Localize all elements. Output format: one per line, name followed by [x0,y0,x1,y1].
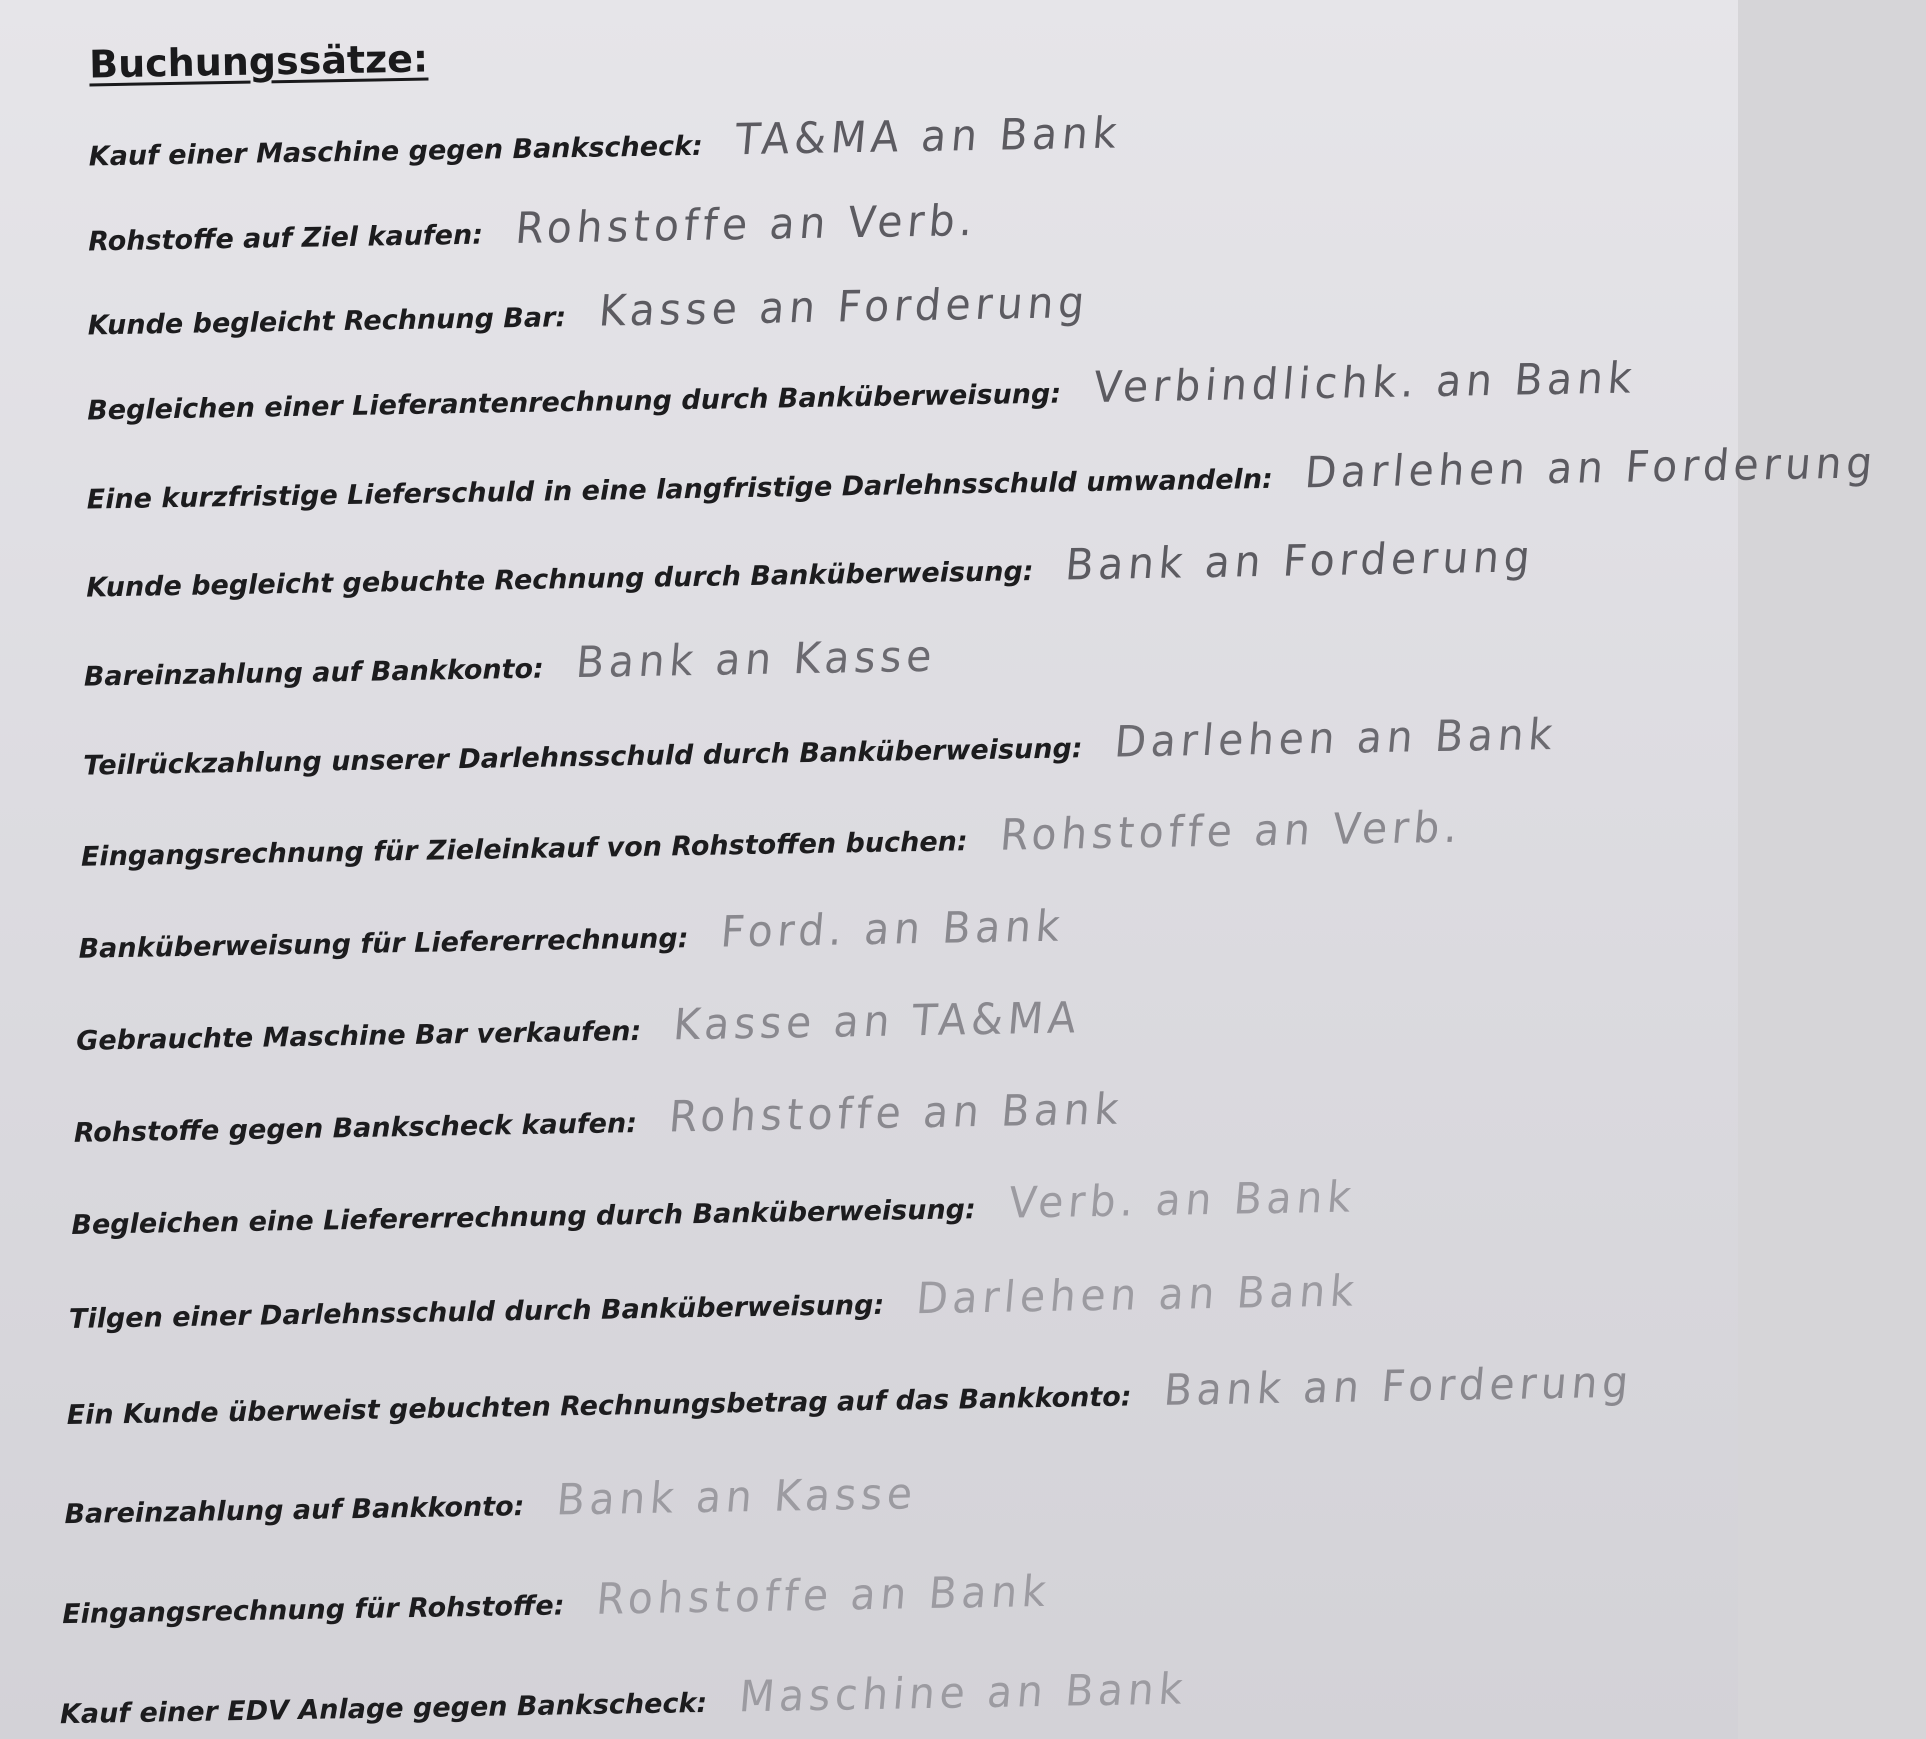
entry-question: Gebrauchte Maschine Bar verkaufen: [75,1015,642,1057]
entry-row [83,631,953,696]
entry-question: Ein Kunde überweist gebuchten Rechnungsbetrag auf das Bankkonto: [66,1381,1132,1432]
entry-row [69,1266,1380,1339]
entry-row [64,1469,934,1534]
handwritten-answer: Rohstoffe an Verb. [513,195,980,255]
entry-row [62,1567,1073,1635]
handwritten-answer: Darlehen an Forderung [1303,438,1880,499]
entry-row [66,1357,1655,1435]
entry-question: Eingangsrechnung für Zieleinkauf von Rohstoffen buchen: [80,826,968,873]
entry-row [87,278,1112,346]
entry-row [59,1664,1208,1734]
entry-row [71,1172,1371,1245]
entry-question: Kauf einer Maschine gegen Bankscheck: [88,130,704,173]
entry-row [88,108,1139,176]
entry-row [88,196,999,262]
handwritten-answer: Maschine an Bank [737,1664,1190,1723]
entry-row [86,532,1558,608]
entry-row [86,438,1905,520]
entry-question: Begleichen einer Lieferantenrechnung durch Banküberweisung: [86,378,1062,427]
handwritten-answer: Rohstoffe an Verb. [997,802,1464,861]
entry-row [73,1084,1145,1153]
entry-question: Eine kurzfristige Lieferschuld in eine langfristige Darlehnsschuld umwandeln: [86,463,1274,516]
entry-question: Bareinzahlung auf Bankkonto: [64,1491,525,1531]
entry-question: Banküberweisung für Liefererrechnung: [78,923,689,965]
entry-question: Tilgen einer Darlehnsschuld durch Banküberweisung: [68,1289,885,1335]
entry-question: Rohstoffe auf Ziel kaufen: [87,219,484,258]
entry-question: Bareinzahlung auf Bankkonto: [83,653,545,693]
entry-question: Eingangsrechnung für Rohstoffe: [61,1590,565,1631]
handwritten-answer: Bank an Forderung [1161,1357,1636,1416]
handwritten-answer: Kasse an TA&MA [671,993,1083,1051]
entry-row [80,802,1483,876]
entry-question: Teilrückzahlung unserer Darlehnsschuld durch Banküberweisung: [83,733,1083,782]
handwritten-answer: Kasse an Forderung [596,278,1091,337]
handwritten-answer: Darlehen an Bank [1112,709,1560,768]
handwritten-answer: Rohstoffe an Bank [667,1084,1126,1143]
entry-row [87,353,1663,430]
entry-question: Kunde begleicht Rechnung Bar: [87,302,567,342]
handwritten-answer: Bank an Kasse [574,631,939,689]
entry-row [76,993,1100,1061]
entry-row [78,901,1080,968]
entry-question: Kauf einer EDV Anlage gegen Bankscheck: [59,1687,708,1731]
handwritten-answer: Ford. an Bank [718,901,1067,958]
handwritten-answer: Verb. an Bank [1006,1172,1358,1229]
entry-question: Kunde begleicht gebuchte Rechnung durch Banküberweisung: [86,556,1034,604]
handwritten-answer: Bank an Kasse [554,1469,920,1526]
handwritten-answer: Bank an Forderung [1063,532,1538,591]
handwritten-answer: TA&MA an Bank [733,108,1124,166]
entry-question: Begleichen eine Liefererrechnung durch Banküberweisung: [71,1194,977,1241]
entry-row [83,710,1578,786]
entry-question: Rohstoffe gegen Bankscheck kaufen: [73,1108,638,1149]
handwritten-answer: Darlehen an Bank [914,1266,1362,1325]
handwritten-answer: Rohstoffe an Bank [594,1566,1053,1625]
worksheet-heading: Buchungssätze: [88,36,429,87]
handwritten-answer: Verbindlichk. an Bank [1091,353,1639,414]
